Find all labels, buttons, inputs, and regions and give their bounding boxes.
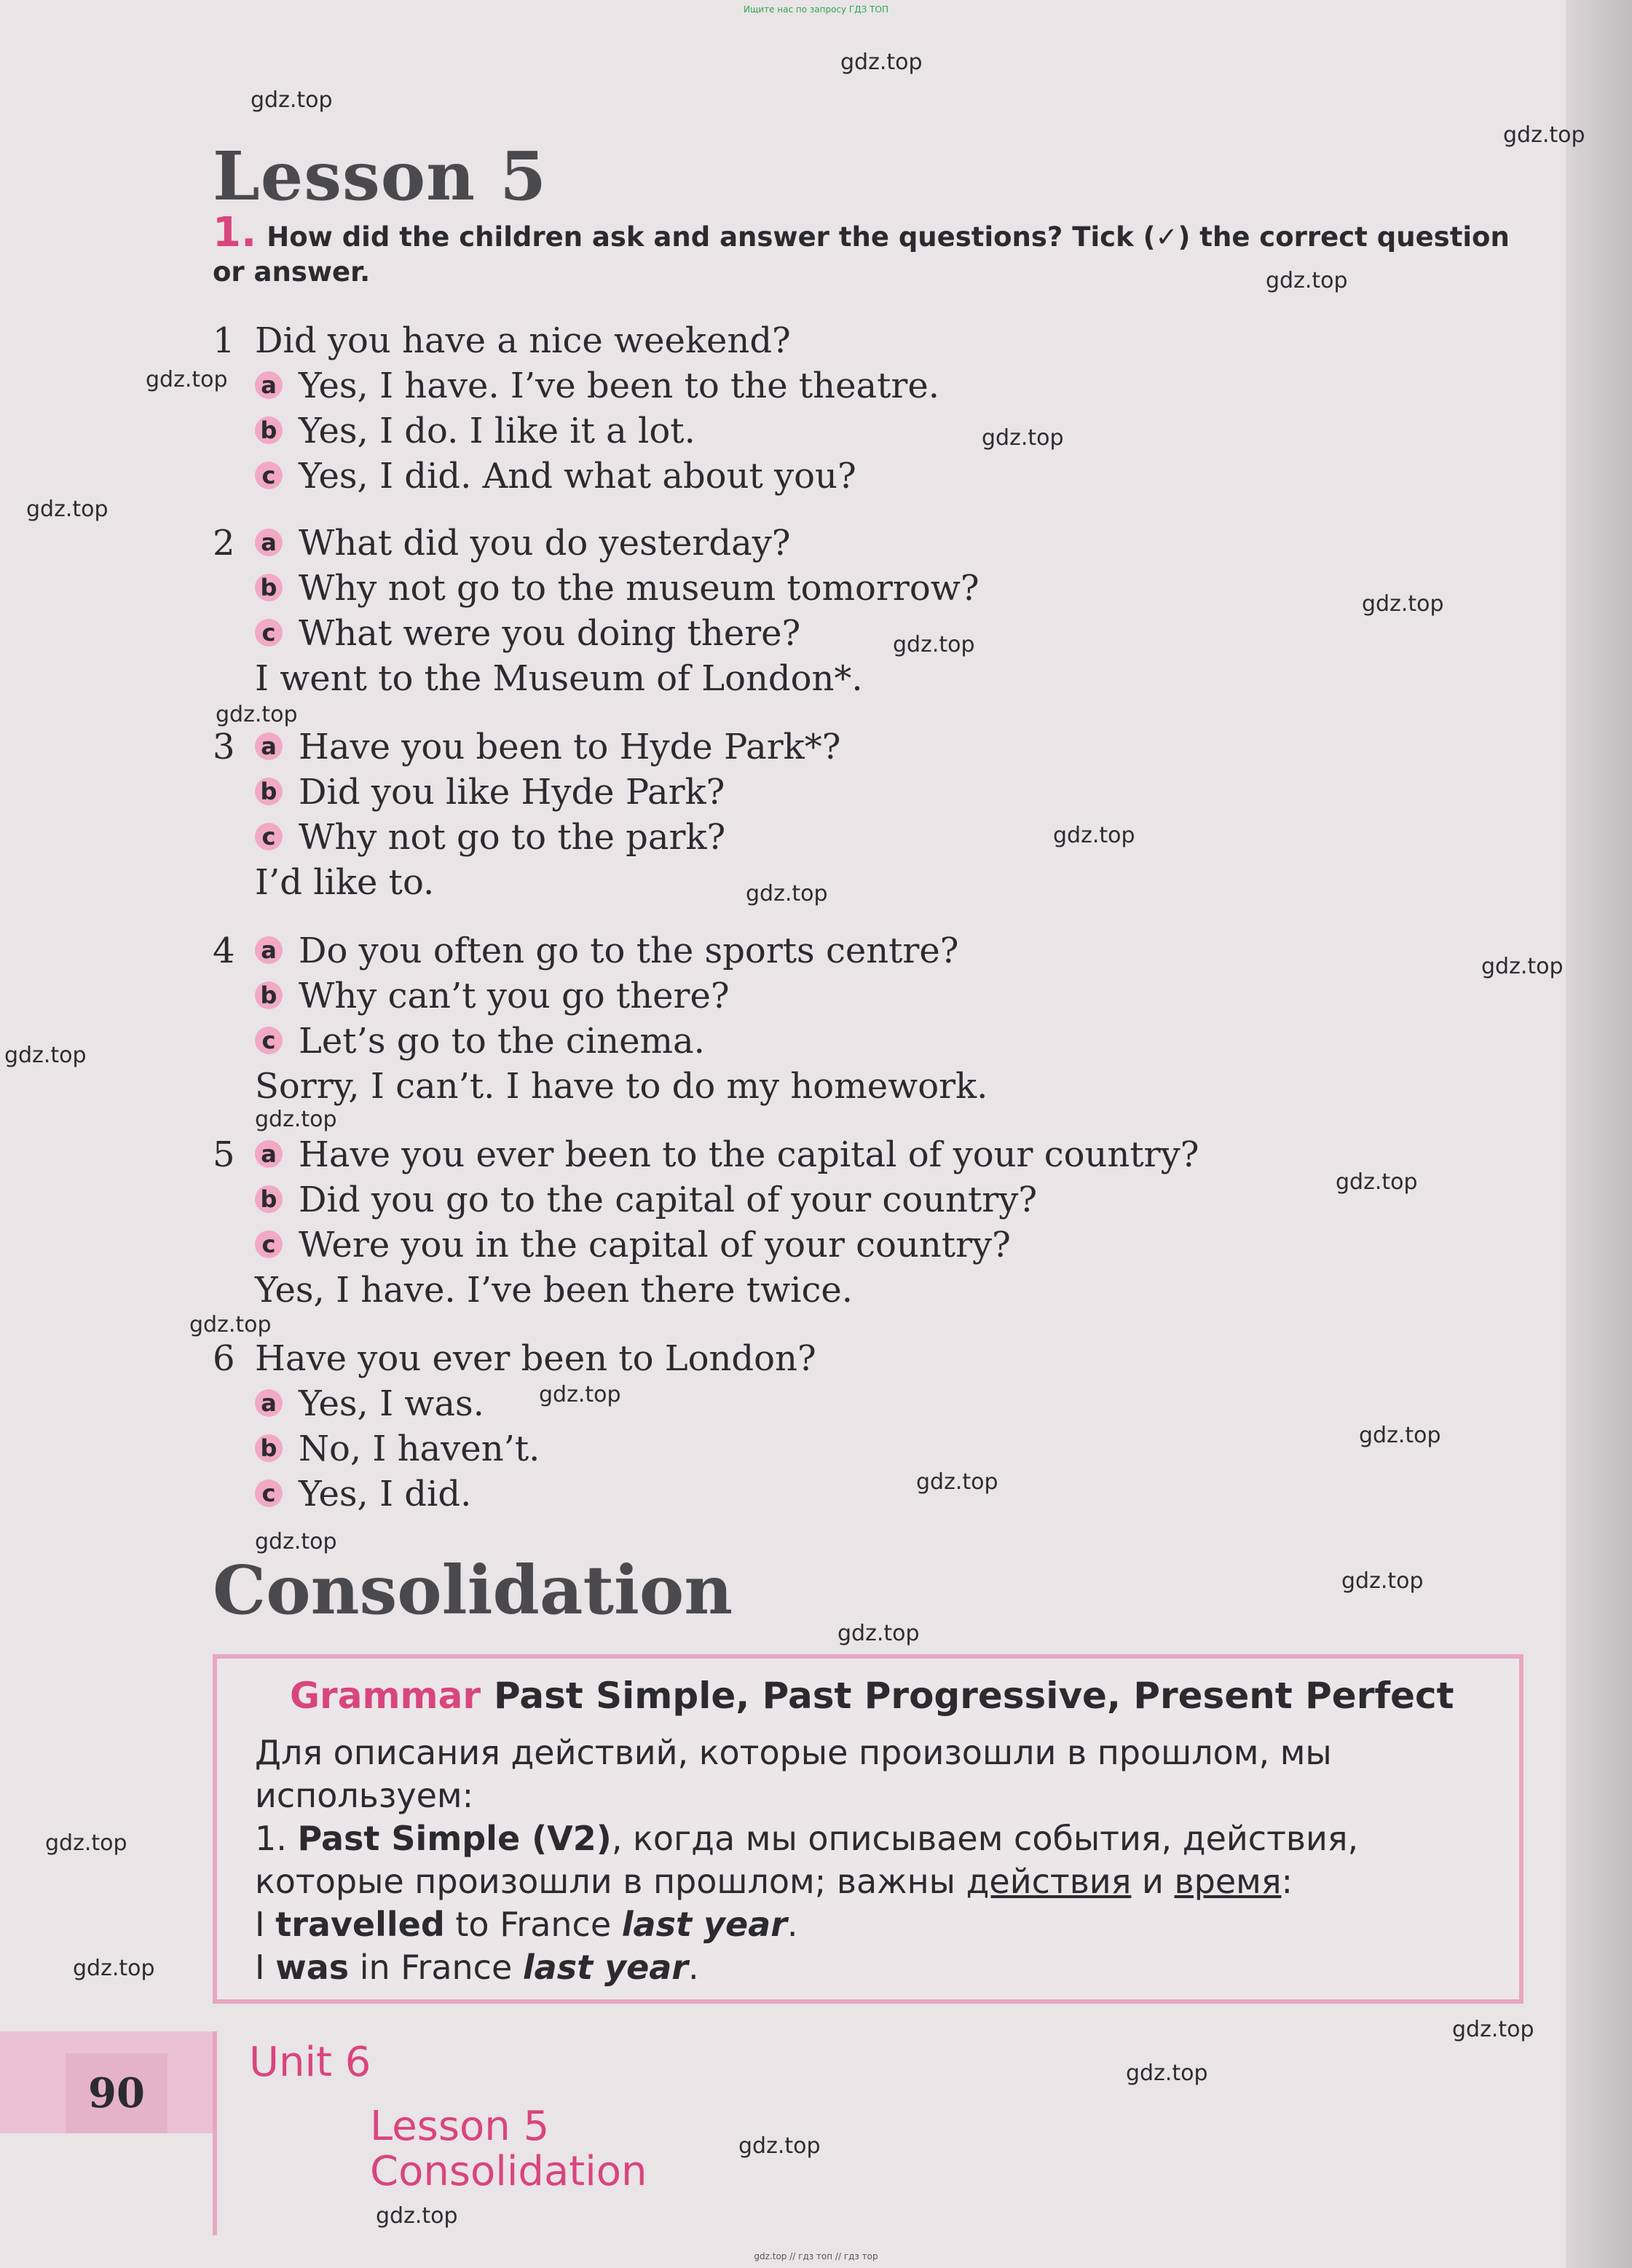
footer-unit: Unit 6 xyxy=(249,2039,371,2086)
option-row[interactable] xyxy=(255,1225,1011,1265)
option-text: Why not go to the park? xyxy=(299,817,726,858)
option-b-circle[interactable]: b xyxy=(255,778,283,805)
grammar-label: Grammar xyxy=(290,1675,481,1717)
example-subject: I xyxy=(255,1948,276,1987)
option-text: Yes, I was. xyxy=(299,1383,484,1424)
watermark: gdz.top xyxy=(189,1312,272,1338)
watermark: gdz.top xyxy=(376,2203,458,2229)
option-text: Did you go to the capital of your country? xyxy=(299,1180,1038,1220)
option-c-circle[interactable]: c xyxy=(255,462,283,489)
option-text: Yes, I did. xyxy=(299,1474,472,1514)
example-time: last year xyxy=(621,1905,787,1944)
option-c-circle[interactable]: c xyxy=(255,619,283,647)
grammar-intro: Для описания действий, которые произошли в прошлом, мы используем: xyxy=(255,1733,1332,1815)
option-text: Yes, I did. And what about you? xyxy=(299,456,856,497)
option-row[interactable] xyxy=(255,817,725,858)
option-text: Yes, I do. I like it a lot. xyxy=(299,411,695,451)
watermark: gdz.top xyxy=(1266,268,1348,293)
option-row[interactable] xyxy=(255,366,939,406)
question-number: 1 xyxy=(213,320,235,361)
watermark: gdz.top xyxy=(1452,2017,1534,2042)
answer-text: I’d like to. xyxy=(255,862,435,903)
option-text: Did you like Hyde Park? xyxy=(299,772,725,813)
question-number: 3 xyxy=(213,727,235,767)
option-text: Do you often go to the sports centre? xyxy=(299,930,959,971)
watermark: gdz.top xyxy=(4,1043,87,1068)
watermark: gdz.top xyxy=(26,497,109,522)
grammar-example xyxy=(255,1903,1493,1946)
watermark: gdz.top xyxy=(1126,2060,1208,2086)
option-b-circle[interactable]: b xyxy=(255,1434,283,1462)
watermark: gdz.top xyxy=(1359,1423,1441,1448)
option-c-circle[interactable]: c xyxy=(255,1027,283,1054)
consolidation-title: Consolidation xyxy=(213,1551,733,1629)
point-colon: : xyxy=(1281,1862,1293,1901)
bottom-note: gdz.top // гдз топ // гдз тор xyxy=(754,2251,878,2261)
option-text: Why can’t you go there? xyxy=(299,976,730,1016)
watermark: gdz.top xyxy=(255,1107,337,1132)
watermark: gdz.top xyxy=(1053,823,1135,848)
footer-divider xyxy=(213,2031,217,2235)
option-text: Let’s go to the cinema. xyxy=(299,1021,705,1062)
option-c-circle[interactable]: c xyxy=(255,823,283,850)
option-row[interactable] xyxy=(255,976,730,1016)
watermark: gdz.top xyxy=(1336,1169,1418,1195)
grammar-heading xyxy=(290,1675,1454,1717)
watermark: gdz.top xyxy=(1481,954,1564,979)
option-a-circle[interactable]: a xyxy=(255,529,283,556)
point-number: 1. xyxy=(255,1819,287,1858)
watermark: gdz.top xyxy=(893,632,975,657)
watermark: gdz.top xyxy=(45,1830,127,1856)
page-number: 90 xyxy=(66,2053,167,2133)
question-number: 6 xyxy=(213,1338,235,1379)
grammar-example xyxy=(255,1946,1493,1989)
option-row[interactable] xyxy=(255,1180,1037,1220)
option-row[interactable] xyxy=(255,613,800,654)
example-verb: travelled xyxy=(275,1905,445,1944)
question-number: 2 xyxy=(213,523,235,564)
footer-lesson-title: Lesson 5 xyxy=(370,2103,550,2150)
watermark: gdz.top xyxy=(840,50,923,75)
option-b-circle[interactable]: b xyxy=(255,416,283,444)
option-row[interactable] xyxy=(255,1021,705,1062)
grammar-box xyxy=(213,1654,1523,2004)
watermark: gdz.top xyxy=(1503,122,1585,148)
option-c-circle[interactable]: c xyxy=(255,1479,283,1507)
option-row[interactable] xyxy=(255,456,856,497)
point-underline-time: время xyxy=(1174,1862,1282,1901)
option-row[interactable] xyxy=(255,523,791,564)
footer-lesson xyxy=(370,2104,647,2194)
option-row[interactable] xyxy=(255,411,695,451)
watermark: gdz.top xyxy=(216,702,298,727)
question-number: 4 xyxy=(213,930,235,971)
option-text: Were you in the capital of your country? xyxy=(299,1225,1011,1265)
option-a-circle[interactable]: a xyxy=(255,1140,283,1168)
option-row[interactable] xyxy=(255,1134,1199,1175)
example-end: . xyxy=(688,1948,699,1987)
option-text: What did you do yesterday? xyxy=(299,523,791,564)
option-text: What were you doing there? xyxy=(299,613,801,654)
watermark: gdz.top xyxy=(982,425,1064,451)
option-a-circle[interactable]: a xyxy=(255,936,283,964)
example-end: . xyxy=(787,1905,798,1944)
example-subject: I xyxy=(255,1905,276,1944)
point-term: Past Simple (V2) xyxy=(297,1819,612,1858)
option-a-circle[interactable]: a xyxy=(255,732,283,760)
point-underline-actions: действия xyxy=(966,1862,1132,1901)
point-text: , когда мы описываем события, действия, которые произошли в прошлом; важны xyxy=(255,1819,1359,1901)
example-middle: in France xyxy=(349,1948,523,1987)
watermark: gdz.top xyxy=(837,1621,920,1646)
option-b-circle[interactable]: b xyxy=(255,574,283,601)
option-row[interactable] xyxy=(255,1429,540,1469)
option-text: Have you been to Hyde Park*? xyxy=(299,727,841,767)
top-note: Ищите нас по запросу ГДЗ ТОП xyxy=(744,4,888,15)
option-a-circle[interactable]: a xyxy=(255,371,283,399)
watermark: gdz.top xyxy=(73,1956,155,1981)
watermark: gdz.top xyxy=(539,1382,621,1407)
lesson-title: Lesson 5 xyxy=(213,137,548,216)
watermark: gdz.top xyxy=(746,881,828,906)
question-number: 5 xyxy=(213,1134,235,1175)
option-text: Why not go to the museum tomorrow? xyxy=(299,568,979,609)
option-row[interactable] xyxy=(255,1383,484,1424)
answer-text: Yes, I have. I’ve been there twice. xyxy=(255,1270,854,1311)
footer-section: Consolidation xyxy=(370,2148,647,2195)
option-b-circle[interactable]: b xyxy=(255,1185,283,1213)
example-middle: to France xyxy=(444,1905,622,1944)
watermark: gdz.top xyxy=(251,87,333,113)
answer-text: I went to the Museum of London*. xyxy=(255,658,863,699)
page-edge-shadow xyxy=(1566,0,1632,2268)
question-text: Have you ever been to London? xyxy=(255,1338,816,1379)
option-a-circle[interactable]: a xyxy=(255,1389,283,1417)
watermark: gdz.top xyxy=(916,1469,998,1495)
option-text: No, I haven’t. xyxy=(299,1429,540,1469)
answer-text: Sorry, I can’t. I have to do my homework. xyxy=(255,1066,988,1107)
watermark: gdz.top xyxy=(1362,591,1444,617)
option-row[interactable] xyxy=(255,1474,471,1514)
option-row[interactable] xyxy=(255,568,979,609)
option-c-circle[interactable]: c xyxy=(255,1230,283,1258)
point-and: и xyxy=(1131,1862,1175,1901)
grammar-heading-text: Past Simple, Past Progressive, Present Perfect xyxy=(494,1675,1454,1717)
option-text: Yes, I have. I’ve been to the theatre. xyxy=(299,366,940,406)
option-row[interactable] xyxy=(255,727,841,767)
option-text: Have you ever been to the capital of your country? xyxy=(299,1134,1199,1175)
watermark: gdz.top xyxy=(146,367,228,392)
task-text: How did the children ask and answer the questions? Tick (✓) the correct question or answer. xyxy=(213,221,1510,288)
task-number: 1. xyxy=(213,209,257,256)
example-time: last year xyxy=(522,1948,688,1987)
watermark: gdz.top xyxy=(255,1529,337,1554)
question-text: Did you have a nice weekend? xyxy=(255,320,791,361)
watermark: gdz.top xyxy=(738,2133,821,2159)
option-row[interactable] xyxy=(255,772,725,813)
option-b-circle[interactable]: b xyxy=(255,981,283,1009)
task-instruction xyxy=(213,209,1523,290)
example-verb: was xyxy=(275,1948,350,1987)
watermark: gdz.top xyxy=(1341,1568,1424,1594)
option-row[interactable] xyxy=(255,930,959,971)
grammar-point xyxy=(255,1817,1493,1903)
grammar-text xyxy=(255,1731,1493,1989)
